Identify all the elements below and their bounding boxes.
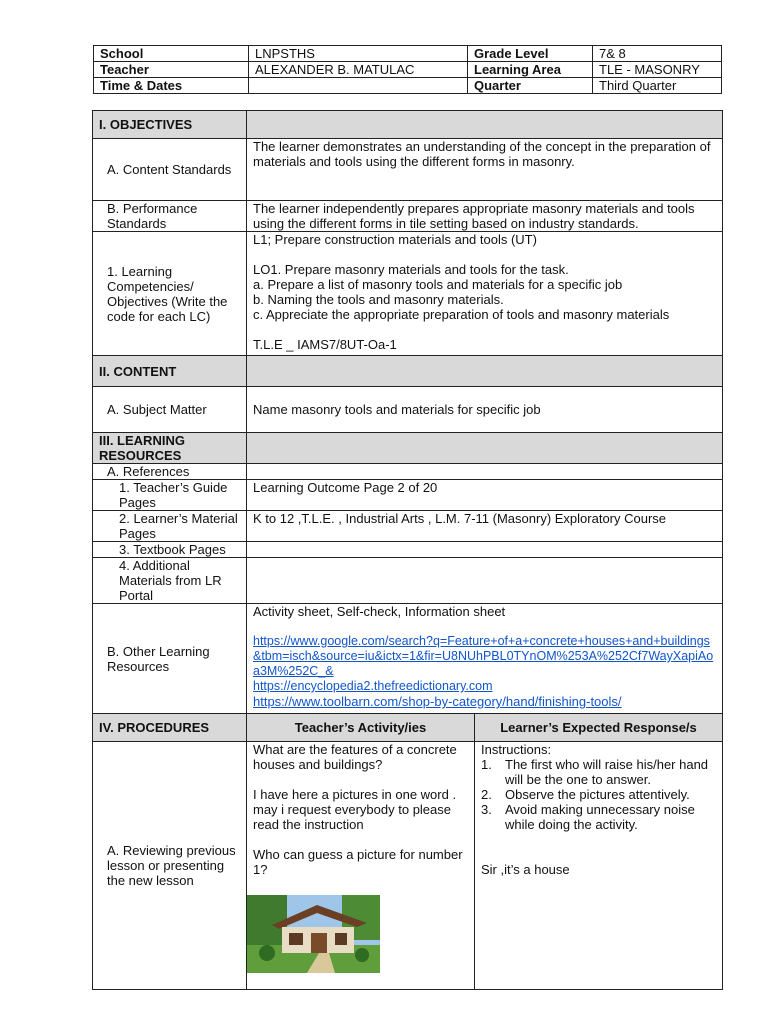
additional-materials-label: 4. Additional Materials from LR Portal: [93, 558, 247, 604]
teacher-activity-header: Teacher’s Activity/ies: [247, 714, 475, 742]
procedures-heading: IV. PROCEDURES: [93, 714, 247, 742]
performance-standards-label: B. Performance Standards: [93, 201, 247, 232]
content-standards-text: The learner demonstrates an understanding of the concept in the preparation of materials and tools using the different forms in masonry.: [247, 139, 723, 201]
lesson-plan-table: [92, 110, 723, 990]
additional-materials-value: [247, 558, 723, 604]
reviewing-lesson-label: A. Reviewing previous lesson or presenting the new lesson: [93, 742, 247, 990]
school-value: LNPSTHS: [249, 46, 468, 62]
content-standards-label: A. Content Standards: [93, 139, 247, 201]
competency-line: c. Appreciate the appropriate preparation of tools and masonry materials: [253, 307, 670, 322]
quarter-label: Quarter: [468, 78, 593, 94]
competency-code: T.L.E _ IAMS7/8UT-Oa-1: [253, 337, 397, 352]
learner-response-cell: [475, 742, 723, 990]
toolbarn-link[interactable]: https://www.toolbarn.com/shop-by-category/hand/finishing-tools/: [253, 694, 622, 709]
other-resources-label: B. Other Learning Resources: [93, 604, 247, 714]
textbook-label: 3. Textbook Pages: [93, 542, 247, 558]
instruction-item: 3. Avoid making unnecessary noise while doing the activity.: [481, 802, 695, 832]
teacher-question: What are the features of a concrete houses and buildings?: [253, 742, 457, 772]
header-table: [93, 45, 722, 94]
references-label: A. References: [93, 464, 247, 480]
school-label: School: [94, 46, 249, 62]
area-value: TLE - MASONRY: [593, 62, 722, 78]
grade-value: 7& 8: [593, 46, 722, 62]
resources-heading: III. LEARNING RESOURCES: [93, 433, 247, 464]
competencies-label: 1. Learning Competencies/ Objectives (Write the code for each LC): [93, 232, 247, 356]
area-label: Learning Area: [468, 62, 593, 78]
learner-answer: Sir ,it’s a house: [481, 862, 570, 877]
teacher-value: ALEXANDER B. MATULAC: [249, 62, 468, 78]
competency-line: LO1. Prepare masonry materials and tools for the task.: [253, 262, 569, 277]
teacher-instruction: I have here a pictures in one word . may i request everybody to please read the instruction: [253, 787, 457, 832]
competency-line: L1; Prepare construction materials and tools (UT): [253, 232, 537, 247]
objectives-heading: I. OBJECTIVES: [93, 111, 247, 139]
teacher-guess-prompt: Who can guess a picture for number 1?: [253, 847, 463, 877]
instruction-item: 1. The first who will raise his/her hand will be the one to answer.: [481, 757, 709, 787]
content-heading: II. CONTENT: [93, 356, 247, 387]
competencies-text: [247, 232, 723, 356]
grade-label: Grade Level: [468, 46, 593, 62]
learners-material-value: K to 12 ,T.L.E. , Industrial Arts , L.M. 7-11 (Masonry) Exploratory Course: [247, 511, 723, 542]
teachers-guide-label: 1. Teacher’s Guide Pages: [93, 480, 247, 511]
time-value: [249, 78, 468, 94]
subject-matter-label: A. Subject Matter: [93, 387, 247, 433]
competency-line: b. Naming the tools and masonry materials.: [253, 292, 504, 307]
textbook-value: [247, 542, 723, 558]
quarter-value: Third Quarter: [593, 78, 722, 94]
time-label: Time & Dates: [94, 78, 249, 94]
other-resources-text: Activity sheet, Self-check, Information sheet: [253, 604, 506, 619]
learner-response-header: Learner’s Expected Response/s: [475, 714, 723, 742]
house-picture: [247, 895, 380, 973]
google-search-link[interactable]: https://www.google.com/search?q=Feature+of+a+concrete+houses+and+buildings&tbm=isch&source=iu&ictx=1&fir=U8NUhPBL0TYnOM%253A%252Cf7WayXapiAoa3M%252C_&: [253, 634, 714, 678]
instruction-item: 2. Observe the pictures attentively.: [481, 787, 690, 802]
competency-line: a. Prepare a list of masonry tools and materials for a specific job: [253, 277, 623, 292]
performance-standards-text: The learner independently prepares appropriate masonry materials and tools using the different forms in tile setting based on industry standards.: [247, 201, 723, 232]
other-resources-cell: [247, 604, 723, 714]
subject-matter-text: Name masonry tools and materials for specific job: [247, 387, 723, 433]
teacher-activity-cell: [247, 742, 475, 990]
encyclopedia-link[interactable]: https://encyclopedia2.thefreedictionary.com: [253, 679, 493, 693]
teacher-label: Teacher: [94, 62, 249, 78]
learners-material-label: 2. Learner’s Material Pages: [93, 511, 247, 542]
teachers-guide-value: Learning Outcome Page 2 of 20: [247, 480, 723, 511]
instructions-title: Instructions:: [481, 742, 552, 757]
